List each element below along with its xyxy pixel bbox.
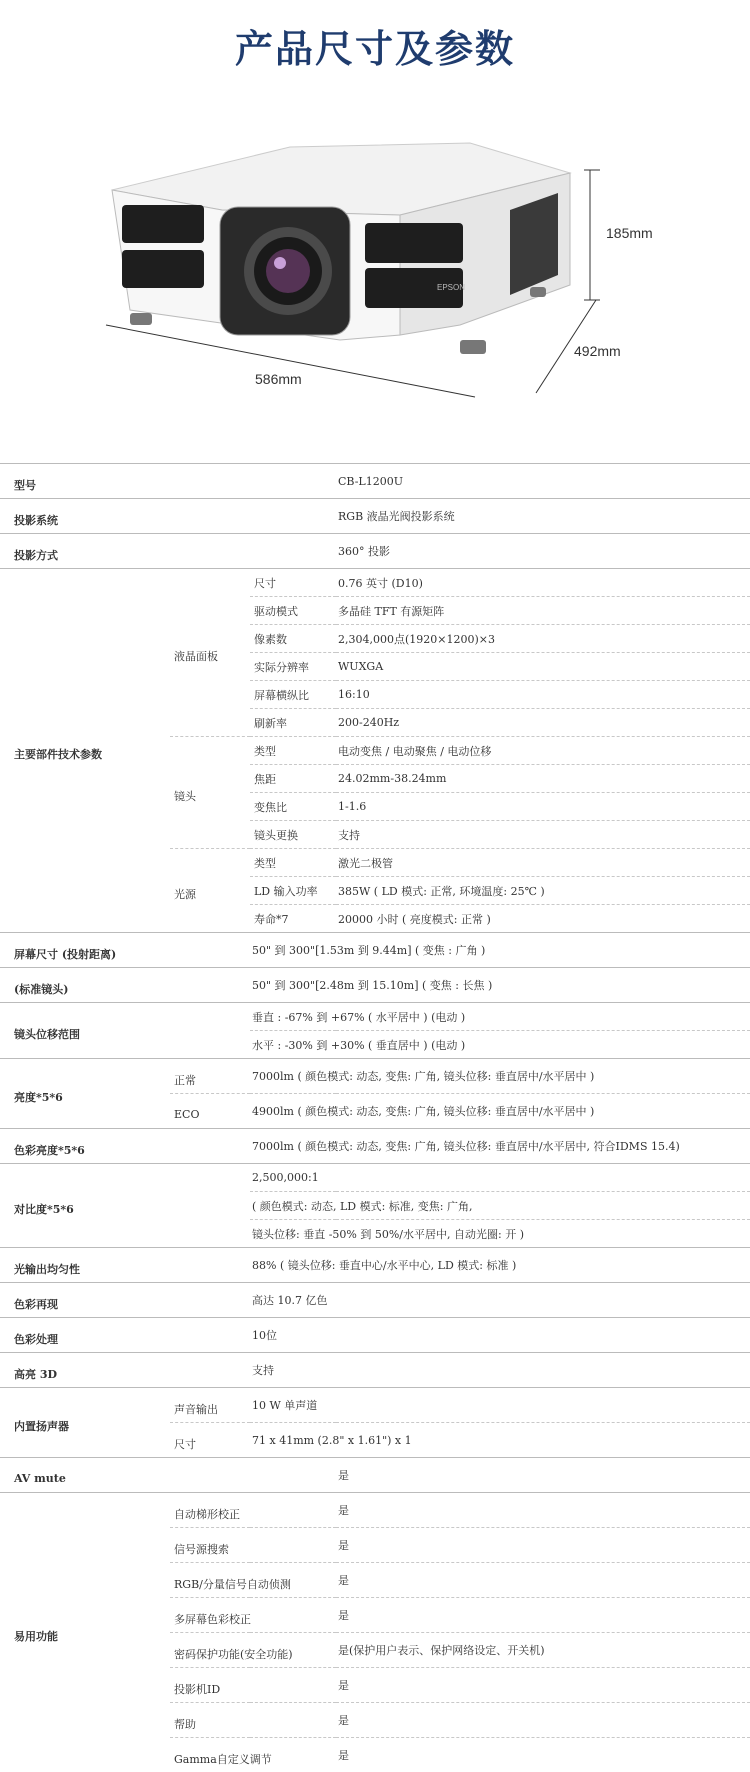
spec-value: 是 [336, 1563, 750, 1598]
spec-group-label: 色彩处理 [0, 1318, 250, 1353]
spec-value: CB-L1200U [336, 464, 750, 499]
brand-logo: EPSON [437, 283, 465, 292]
spec-value: ( 颜色模式: 动态, LD 模式: 标准, 变焦: 广角, [250, 1192, 750, 1220]
spec-value: 是 [336, 1598, 750, 1633]
spec-row [0, 1059, 750, 1094]
spec-subgroup-label: 密码保护功能(安全功能) [170, 1633, 336, 1668]
spec-row [0, 1164, 750, 1192]
spec-value: 360° 投影 [336, 534, 750, 569]
spec-value: 71 x 41mm (2.8" x 1.61") x 1 [250, 1423, 750, 1458]
spec-item-label: 变焦比 [250, 793, 336, 821]
spec-row [0, 933, 750, 968]
spec-value: 10 W 单声道 [250, 1388, 750, 1423]
spec-item-label: 寿命*7 [250, 905, 336, 933]
spec-value: 是 [336, 1493, 750, 1528]
spec-row [0, 464, 750, 499]
spec-value: 激光二极管 [336, 849, 750, 877]
spec-subgroup-label: 自动梯形校正 [170, 1493, 336, 1528]
spec-row [0, 1283, 750, 1318]
spec-value: 7000lm ( 颜色模式: 动态, 变焦: 广角, 镜头位移: 垂直居中/水平居中 ) [250, 1059, 750, 1094]
spec-row [0, 1129, 750, 1164]
spec-value: 16:10 [336, 681, 750, 709]
spec-row [0, 968, 750, 1003]
spec-value: 电动变焦 / 电动聚焦 / 电动位移 [336, 737, 750, 765]
spec-item-label: 尺寸 [250, 569, 336, 597]
spec-group-label: 投影系统 [0, 499, 336, 534]
spec-item-label: 类型 [250, 737, 336, 765]
spec-value: 支持 [336, 821, 750, 849]
spec-value: 是 [336, 1458, 750, 1493]
page-title: 产品尺寸及参数 [0, 18, 750, 73]
spec-row [0, 569, 750, 597]
spec-value: 50" 到 300"[1.53m 到 9.44m] ( 变焦 : 广角 ) [250, 933, 750, 968]
spec-value: 是(保护用户表示、保护网络设定、开关机) [336, 1633, 750, 1668]
spec-subgroup-label: 多屏幕色彩校正 [170, 1598, 336, 1633]
spec-value: 0.76 英寸 (D10) [336, 569, 750, 597]
spec-row [0, 1248, 750, 1283]
spec-group-label: (标准镜头) [0, 968, 250, 1003]
height-dimension-label: 185mm [606, 225, 653, 241]
spec-item-label: LD 输入功率 [250, 877, 336, 905]
spec-group-label: 屏幕尺寸 (投射距离) [0, 933, 250, 968]
spec-row [0, 1318, 750, 1353]
spec-group-label: 光输出均匀性 [0, 1248, 250, 1283]
spec-value: 1-1.6 [336, 793, 750, 821]
spec-value: 多晶硅 TFT 有源矩阵 [336, 597, 750, 625]
spec-value: 水平 : -30% 到 +30% ( 垂直居中 ) (电动 ) [250, 1031, 750, 1059]
spec-value: 2,500,000:1 [250, 1164, 750, 1192]
spec-subgroup-label: RGB/分量信号自动侦测 [170, 1563, 336, 1598]
spec-value: 垂直 : -67% 到 +67% ( 水平居中 ) (电动 ) [250, 1003, 750, 1031]
spec-value: 50" 到 300"[2.48m 到 15.10m] ( 变焦 : 长焦 ) [250, 968, 750, 1003]
spec-group-label: 型号 [0, 464, 336, 499]
width-dimension-label: 586mm [255, 371, 302, 387]
spec-item-label: 焦距 [250, 765, 336, 793]
spec-item-label: 实际分辨率 [250, 653, 336, 681]
projector-figure [100, 135, 700, 435]
spec-value: 是 [336, 1528, 750, 1563]
spec-item-label: 驱动模式 [250, 597, 336, 625]
spec-item-label: 屏幕横纵比 [250, 681, 336, 709]
spec-value: 是 [336, 1738, 750, 1772]
spec-subgroup-label: 尺寸 [170, 1423, 250, 1458]
spec-value: 是 [336, 1703, 750, 1738]
spec-item-label: 类型 [250, 849, 336, 877]
spec-group-label: 色彩再现 [0, 1283, 250, 1318]
spec-value: 高达 10.7 亿色 [250, 1283, 750, 1318]
spec-group-label: 高亮 3D [0, 1353, 250, 1388]
spec-value: 镜头位移: 垂直 -50% 到 50%/水平居中, 自动光圈: 开 ) [250, 1220, 750, 1248]
spec-value: RGB 液晶光阀投影系统 [336, 499, 750, 534]
spec-value: 是 [336, 1668, 750, 1703]
spec-item-label: 像素数 [250, 625, 336, 653]
spec-group-label: 主要部件技术参数 [0, 569, 170, 933]
spec-group-label: 镜头位移范围 [0, 1003, 250, 1059]
spec-row [0, 534, 750, 569]
spec-row [0, 1388, 750, 1423]
spec-row [0, 1458, 750, 1493]
spec-subgroup-label: Gamma自定义调节 [170, 1738, 336, 1772]
spec-value: 24.02mm-38.24mm [336, 765, 750, 793]
spec-subgroup-label: ECO [170, 1094, 250, 1129]
spec-subgroup-label: 光源 [170, 849, 250, 933]
spec-item-label: 镜头更换 [250, 821, 336, 849]
spec-value: 2,304,000点(1920×1200)×3 [336, 625, 750, 653]
spec-group-label: 亮度*5*6 [0, 1059, 170, 1129]
spec-row [0, 1493, 750, 1528]
spec-subgroup-label: 信号源搜索 [170, 1528, 336, 1563]
spec-group-label: AV mute [0, 1458, 336, 1493]
spec-value: WUXGA [336, 653, 750, 681]
spec-subgroup-label: 声音输出 [170, 1388, 250, 1423]
spec-row [0, 1353, 750, 1388]
spec-value: 20000 小时 ( 亮度模式: 正常 ) [336, 905, 750, 933]
spec-subgroup-label: 帮助 [170, 1703, 336, 1738]
spec-value: 7000lm ( 颜色模式: 动态, 变焦: 广角, 镜头位移: 垂直居中/水平居中, 符合IDMS 15.4) [250, 1129, 750, 1164]
spec-row [0, 499, 750, 534]
depth-dimension-label: 492mm [574, 343, 621, 359]
spec-group-label: 易用功能 [0, 1493, 170, 1772]
spec-value: 10位 [250, 1318, 750, 1353]
spec-value: 385W ( LD 模式: 正常, 环境温度: 25℃ ) [336, 877, 750, 905]
spec-subgroup-label: 液晶面板 [170, 569, 250, 737]
spec-value: 200-240Hz [336, 709, 750, 737]
spec-subgroup-label: 正常 [170, 1059, 250, 1094]
spec-row [0, 1003, 750, 1031]
spec-subgroup-label: 投影机ID [170, 1668, 336, 1703]
spec-table [0, 463, 750, 1772]
spec-group-label: 对比度*5*6 [0, 1164, 250, 1248]
spec-value: 支持 [250, 1353, 750, 1388]
spec-subgroup-label: 镜头 [170, 737, 250, 849]
spec-group-label: 投影方式 [0, 534, 336, 569]
spec-item-label: 刷新率 [250, 709, 336, 737]
spec-group-label: 内置扬声器 [0, 1388, 170, 1458]
projector-image [100, 135, 700, 435]
spec-group-label: 色彩亮度*5*6 [0, 1129, 250, 1164]
spec-value: 88% ( 镜头位移: 垂直中心/水平中心, LD 模式: 标准 ) [250, 1248, 750, 1283]
spec-value: 4900lm ( 颜色模式: 动态, 变焦: 广角, 镜头位移: 垂直居中/水平居中 ) [250, 1094, 750, 1129]
